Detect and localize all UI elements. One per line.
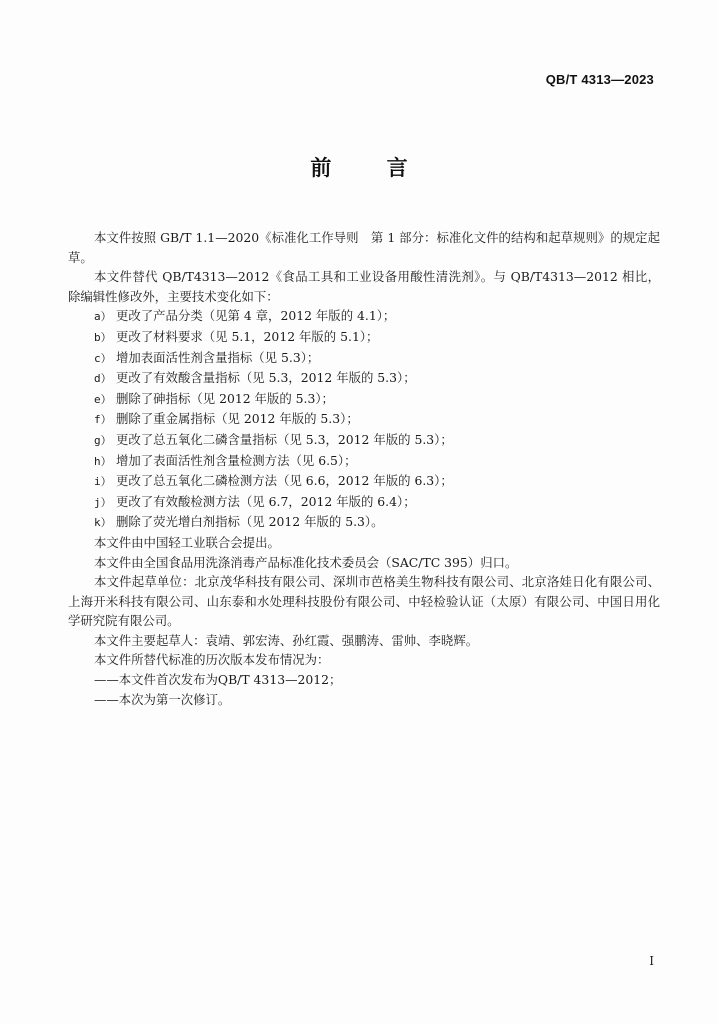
list-item <box>68 389 660 410</box>
page-number: I <box>649 954 654 968</box>
list-item-text: 删除了重金属指标（见 2012 年版的 5.3）； <box>116 411 359 427</box>
list-marker: g） <box>94 433 112 447</box>
list-marker: f） <box>94 413 112 427</box>
list-item-text: 更改了总五氧化二磷含量指标（见 5.3，2012 年版的 5.3）； <box>116 431 453 447</box>
list-item-text: 更改了有效酸检测方法（见 6.7，2012 年版的 6.4）； <box>116 493 416 509</box>
list-item <box>68 451 660 472</box>
list-marker: e） <box>94 392 112 406</box>
paragraph-drafting-basis: 本文件按照 GB/T 1.1—2020《标准化工作导则 第 1 部分：标准化文件的结构和起草规则》的规定起草。 <box>68 230 660 265</box>
list-item <box>68 409 660 430</box>
list-item-text: 更改了材料要求（见 5.1，2012 年版的 5.1）； <box>116 328 379 344</box>
list-item <box>68 492 660 513</box>
list-item <box>68 327 660 348</box>
paragraph-history: 本文件所替代标准的历次版本发布情况为： <box>94 652 330 668</box>
list-item-text: 更改了产品分类（见第 4 章，2012 年版的 4.1）； <box>116 308 396 324</box>
list-marker: j） <box>94 495 112 509</box>
list-item <box>68 512 660 533</box>
list-item-text: 删除了荧光增白剂指标（见 2012 年版的 5.3）。 <box>116 514 384 530</box>
list-marker: k） <box>94 516 112 530</box>
history-item: ——本次为第一次修订。 <box>94 691 231 707</box>
list-marker: a） <box>94 310 112 324</box>
paragraph-drafting-units: 本文件起草单位：北京茂华科技有限公司、深圳市芭格美生物科技有限公司、北京洛娃日化有限公司、上海开米科技有限公司、山东泰和水处理科技股份有限公司、中轻检验认证（太原）有限公司、中国日用化学研究院有限公司。 <box>68 574 660 629</box>
standard-code: QB/T 4313—2023 <box>545 72 654 87</box>
paragraph-replacement: 本文件替代 QB/T4313—2012《食品工具和工业设备用酸性清洗剂》。与 QB/T4313—2012 相比，除编辑性修改外，主要技术变化如下： <box>68 269 660 304</box>
list-item-text: 增加了表面活性剂含量检测方法（见 6.5）； <box>116 452 357 468</box>
list-item-text: 更改了总五氧化二磷检测方法（见 6.6，2012 年版的 6.3）； <box>116 473 453 489</box>
list-item <box>68 471 660 492</box>
list-item-text: 增加表面活性剂含量指标（见 5.3）； <box>116 349 320 365</box>
document-body <box>68 228 660 709</box>
list-item <box>68 348 660 369</box>
page-title: 前 言 <box>310 156 432 180</box>
list-marker: h） <box>94 454 112 468</box>
history-item: ——本文件首次发布为QB/T 4313—2012； <box>94 672 342 688</box>
changes-list <box>68 306 660 533</box>
list-item <box>68 306 660 327</box>
paragraph-proposer: 本文件由中国轻工业联合会提出。 <box>94 534 280 550</box>
list-item <box>68 368 660 389</box>
paragraph-committee: 本文件由全国食品用洗涤消毒产品标准化技术委员会（SAC/TC 395）归口。 <box>94 554 518 570</box>
paragraph-drafters: 本文件主要起草人：袁靖、郭宏涛、孙红霞、强鹏涛、雷帅、李晓辉。 <box>94 632 479 648</box>
list-item-text: 更改了有效酸含量指标（见 5.3，2012 年版的 5.3）； <box>116 370 416 386</box>
list-marker: i） <box>94 475 112 489</box>
list-marker: c） <box>94 351 112 365</box>
list-item-text: 删除了砷指标（见 2012 年版的 5.3）； <box>116 390 334 406</box>
list-marker: b） <box>94 330 112 344</box>
list-marker: d） <box>94 372 112 386</box>
list-item <box>68 430 660 451</box>
